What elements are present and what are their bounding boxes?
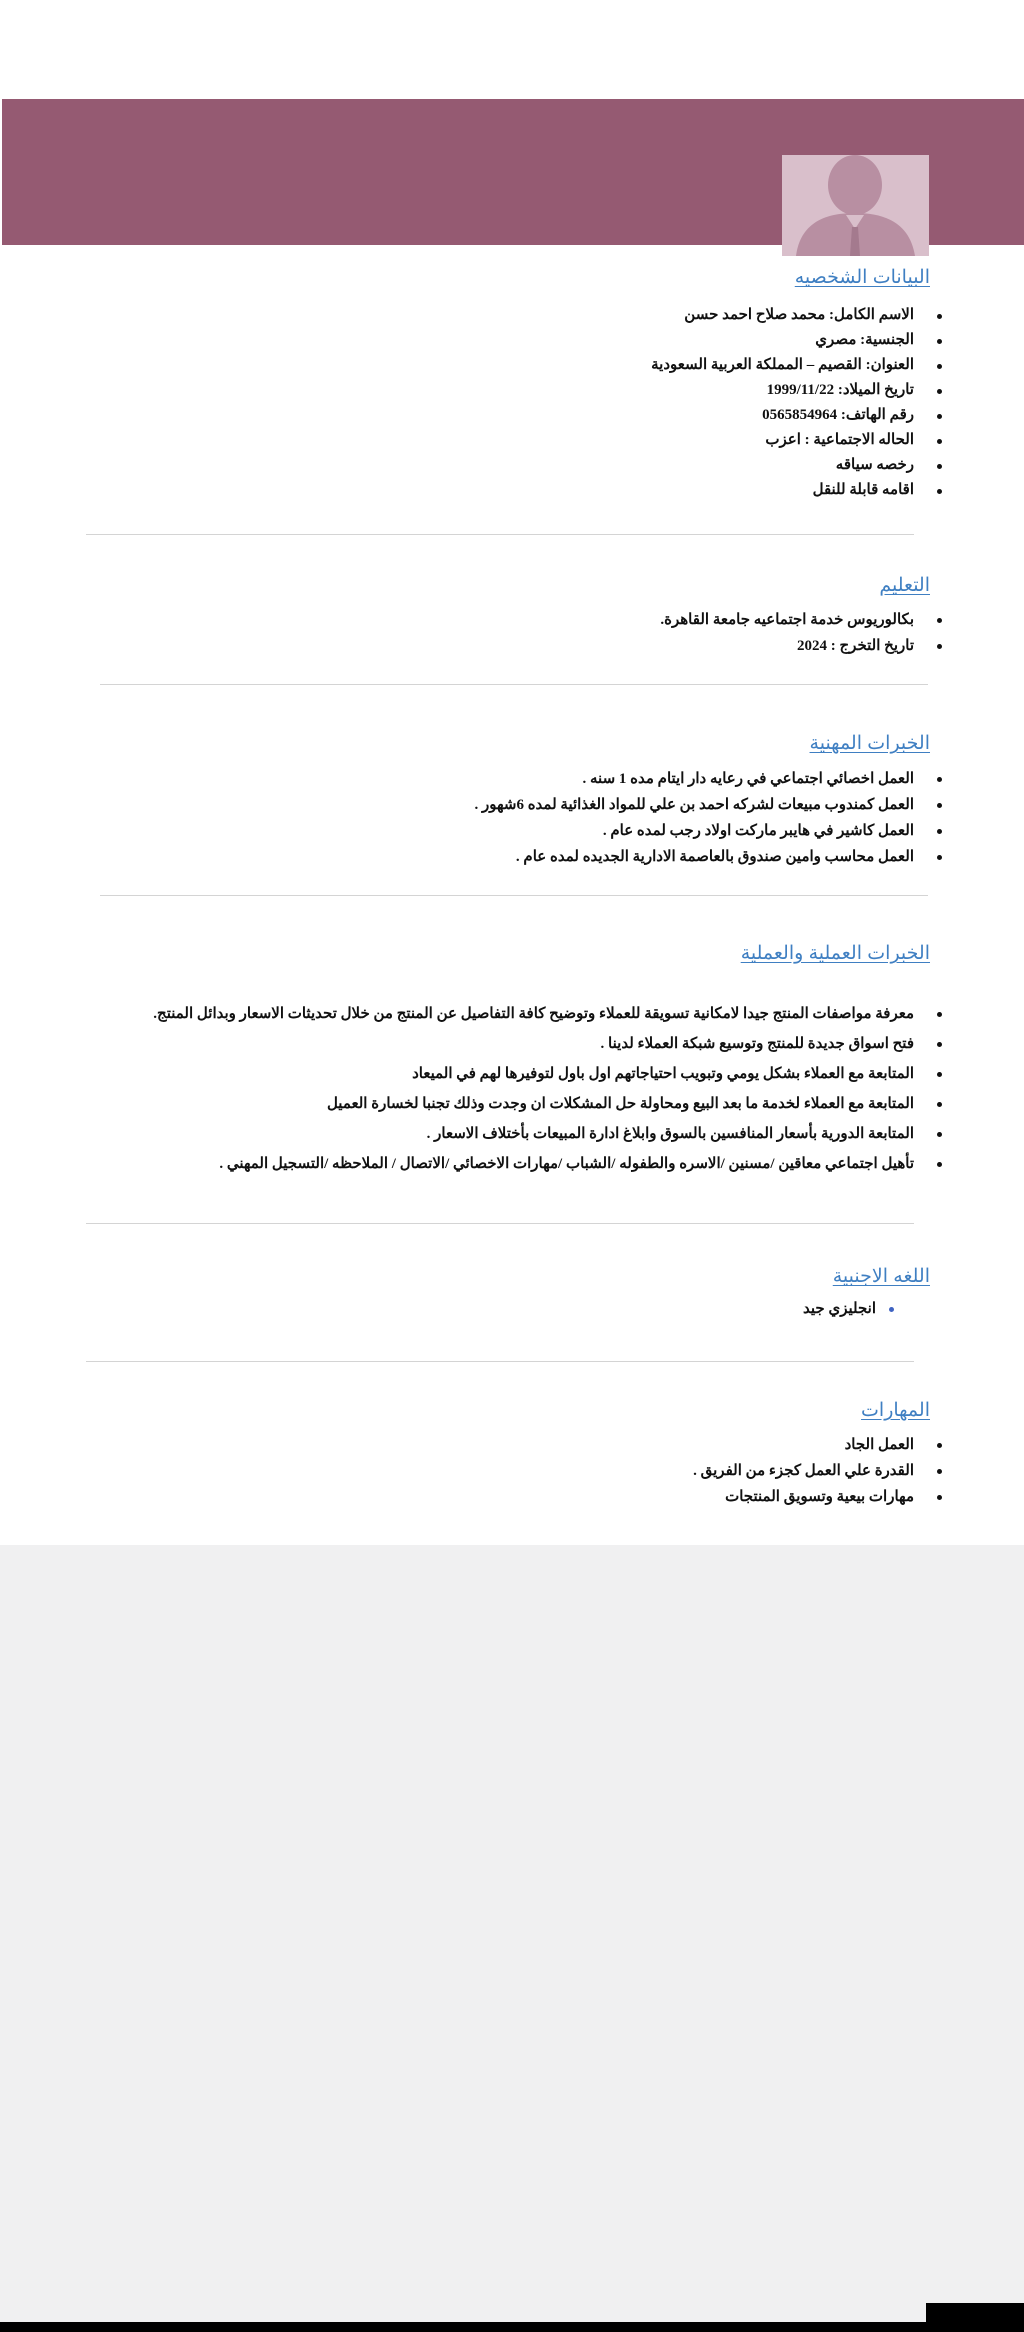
- bullet-icon: [937, 618, 942, 623]
- list-item: مهارات بيعية وتسويق المنتجات: [693, 1484, 914, 1510]
- list-item: رخصه سياقه: [651, 453, 914, 478]
- list-item: المتابعة مع العملاء بشكل يومي وتبويب احتياجاتهم اول باول لتوفيرها لهم في الميعاد: [153, 1059, 914, 1089]
- list-item: القدرة علي العمل كجزء من الفريق .: [693, 1458, 914, 1484]
- bullet-icon: [937, 829, 942, 834]
- professional-list: [474, 766, 914, 870]
- divider: [86, 1361, 914, 1362]
- list-item: الجنسية: مصري: [651, 328, 914, 353]
- bullet-icon: [937, 777, 942, 782]
- bullet-icon: [889, 1307, 894, 1312]
- list-item: انجليزي جيد: [803, 1296, 876, 1322]
- bullet-icon: [937, 314, 942, 319]
- list-item: تاريخ التخرج : 2024: [660, 633, 914, 659]
- list-item: تأهيل اجتماعي معاقين /مسنين /الاسره والطفوله /الشباب /مهارات الاخصائي /الاتصال / الملاحظه /التسجيل المهني .: [153, 1149, 914, 1179]
- list-item: تاريخ الميلاد: 1999/11/22: [651, 378, 914, 403]
- bottom-bar-corner: [926, 2303, 1024, 2332]
- list-item: رقم الهاتف: 0565854964: [651, 403, 914, 428]
- list-item: العمل كاشير في هايبر ماركت اولاد رجب لمده عام .: [474, 818, 914, 844]
- bullet-icon: [937, 1132, 942, 1137]
- bullet-icon: [937, 1495, 942, 1500]
- bullet-icon: [937, 1469, 942, 1474]
- bullet-icon: [937, 489, 942, 494]
- bullet-icon: [937, 1012, 942, 1017]
- bullet-icon: [937, 855, 942, 860]
- divider: [86, 534, 914, 535]
- bullet-icon: [937, 364, 942, 369]
- section-title-professional: الخبرات المهنية: [809, 733, 930, 754]
- divider: [100, 895, 928, 896]
- bullet-icon: [937, 389, 942, 394]
- bullet-icon: [937, 644, 942, 649]
- person-silhouette-icon: [782, 155, 929, 256]
- bullet-icon: [937, 1443, 942, 1448]
- bullet-icon: [937, 464, 942, 469]
- list-item: معرفة مواصفات المنتج جيدا لامكانية تسويقة للعملاء وتوضيح كافة التفاصيل عن المنتج من خلال تحديثات الاسعار وبدائل المنتج.: [153, 999, 914, 1029]
- section-title-personal: البيانات الشخصيه: [794, 267, 930, 288]
- bottom-bar: [0, 2322, 1024, 2332]
- bullet-icon: [937, 439, 942, 444]
- skills-list: [693, 1432, 914, 1510]
- list-item: الاسم الكامل: محمد صلاح احمد حسن: [651, 303, 914, 328]
- list-item: العنوان: القصيم – المملكة العربية السعودية: [651, 353, 914, 378]
- list-item: فتح اسواق جديدة للمنتج وتوسيع شبكة العملاء لدينا .: [153, 1029, 914, 1059]
- list-item: العمل كمندوب مبيعات لشركه احمد بن علي للمواد الغذائية لمده 6شهور .: [474, 792, 914, 818]
- education-list: [660, 607, 914, 659]
- practical-list: [153, 999, 914, 1179]
- section-title-education: التعليم: [879, 575, 930, 596]
- divider: [100, 684, 928, 685]
- profile-photo: [782, 155, 929, 256]
- bullet-icon: [937, 414, 942, 419]
- languages-list: [803, 1296, 876, 1322]
- list-item: الحاله الاجتماعية : اعزب: [651, 428, 914, 453]
- list-item: المتابعة مع العملاء لخدمة ما بعد البيع ومحاولة حل المشكلات ان وجدت وذلك تجنبا لخسارة العميل: [153, 1089, 914, 1119]
- list-item: بكالوريوس خدمة اجتماعيه جامعة القاهرة.: [660, 607, 914, 633]
- list-item: المتابعة الدورية بأسعار المنافسين بالسوق وابلاغ ادارة المبيعات بأختلاف الاسعار .: [153, 1119, 914, 1149]
- bullet-icon: [937, 1072, 942, 1077]
- list-item: العمل اخصائي اجتماعي في رعايه دار ايتام مده 1 سنه .: [474, 766, 914, 792]
- bullet-icon: [937, 1102, 942, 1107]
- list-item: اقامه قابلة للنقل: [651, 478, 914, 503]
- personal-list: [651, 303, 914, 503]
- list-item: العمل محاسب وامين صندوق بالعاصمة الادارية الجديده لمده عام .: [474, 844, 914, 870]
- section-title-practical: الخبرات العملية والعملية: [740, 943, 930, 964]
- bullet-icon: [937, 803, 942, 808]
- list-item: العمل الجاد: [693, 1432, 914, 1458]
- bullet-icon: [937, 339, 942, 344]
- bullet-icon: [937, 1042, 942, 1047]
- bullet-icon: [937, 1162, 942, 1167]
- divider: [86, 1223, 914, 1224]
- section-title-languages: اللغه الاجنبية: [832, 1266, 930, 1287]
- section-title-skills: المهارات: [861, 1400, 930, 1421]
